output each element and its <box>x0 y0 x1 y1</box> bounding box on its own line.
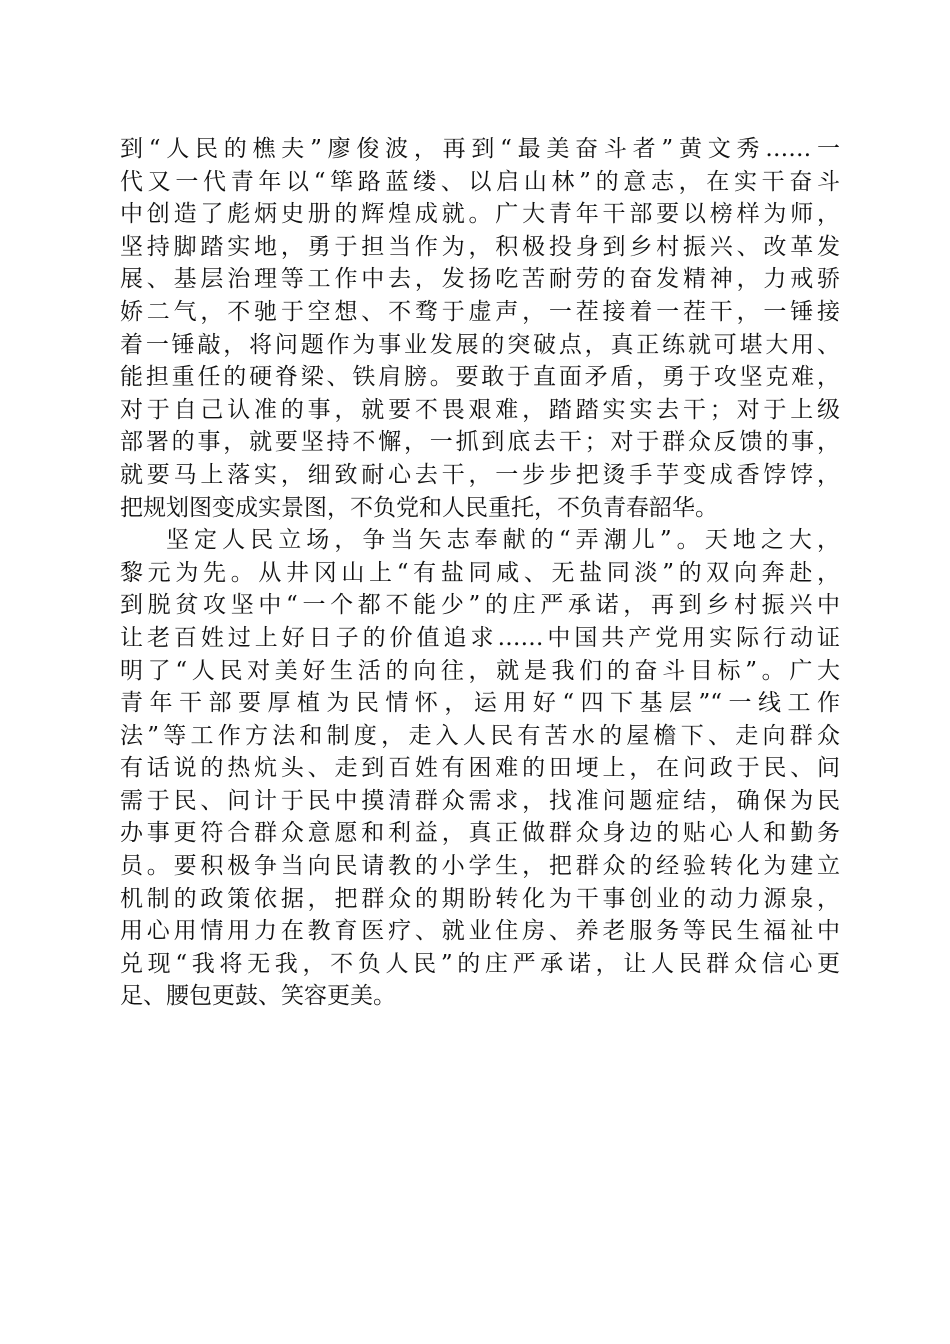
text-line: 员。要积极争当向民请教的小学生，把群众的经验转化为建立 <box>120 853 840 880</box>
text-line: 机制的政策依据，把群众的期盼转化为干事创业的动力源泉， <box>120 885 840 912</box>
text-line: 需于民、问计于民中摸清群众需求，找准问题症结，确保为民 <box>120 787 840 814</box>
text-line: 对于自己认准的事，就要不畏艰难，踏踏实实去干；对于上级 <box>120 396 840 423</box>
text-line: 部署的事，就要坚持不懈，一抓到底去干；对于群众反馈的事， <box>120 429 840 456</box>
text-line: 代又一代青年以“筚路蓝缕、以启山林”的意志，在实干奋斗 <box>120 168 840 195</box>
paragraph-continuation <box>120 133 840 524</box>
text-line: 能担重任的硬脊梁、铁肩膀。要敢于直面矛盾，勇于攻坚克难， <box>120 364 840 391</box>
text-line: 坚持脚踏实地，勇于担当作为，积极投身到乡村振兴、改革发 <box>120 233 840 260</box>
text-line: 到脱贫攻坚中“一个都不能少”的庄严承诺，再到乡村振兴中 <box>120 592 840 619</box>
text-line: 就要马上落实，细致耐心去干，一步步把烫手芋变成香饽饽， <box>120 461 840 488</box>
text-line: 到“人民的樵夫”廖俊波，再到“最美奋斗者”黄文秀……一 <box>120 136 840 162</box>
text-line: 青年干部要厚植为民情怀，运用好“四下基层”“一线工作 <box>120 690 840 717</box>
text-line: 展、基层治理等工作中去，发扬吃苦耐劳的奋发精神，力戒骄 <box>120 266 840 293</box>
paragraph-people-stance <box>120 524 840 1013</box>
text-line: 着一锤敲，将问题作为事业发展的突破点，真正练就可堪大用、 <box>120 331 840 358</box>
text-line: 法”等工作方法和制度，走入人民有苦水的屋檐下、走向群众 <box>120 722 840 749</box>
text-line: 明了“人民对美好生活的向往，就是我们的奋斗目标”。广大 <box>120 657 840 684</box>
body-text <box>120 133 840 1013</box>
text-line: 办事更符合群众意愿和利益，真正做群众身边的贴心人和勤务 <box>120 820 840 847</box>
text-line: 把规划图变成实景图，不负党和人民重托，不负青春韶华。 <box>120 494 718 521</box>
text-line: 有话说的热炕头、走到百姓有困难的田埂上，在问政于民、问 <box>120 755 840 782</box>
text-line: 足、腰包更鼓、笑容更美。 <box>120 983 396 1010</box>
text-line: 坚定人民立场，争当矢志奉献的“弄潮儿”。天地之大， <box>166 527 840 554</box>
text-line: 用心用情用力在教育医疗、就业住房、养老服务等民生福祉中 <box>120 918 840 945</box>
text-line: 让老百姓过上好日子的价值追求……中国共产党用实际行动证 <box>120 624 840 651</box>
text-line: 兑现“我将无我，不负人民”的庄严承诺，让人民群众信心更 <box>120 950 840 977</box>
text-line: 黎元为先。从井冈山上“有盐同咸、无盐同淡”的双向奔赴， <box>120 559 840 586</box>
text-line: 娇二气，不驰于空想、不骛于虚声，一茬接着一茬干，一锤接 <box>120 298 840 325</box>
text-line: 中创造了彪炳史册的辉煌成就。广大青年干部要以榜样为师， <box>120 201 840 228</box>
